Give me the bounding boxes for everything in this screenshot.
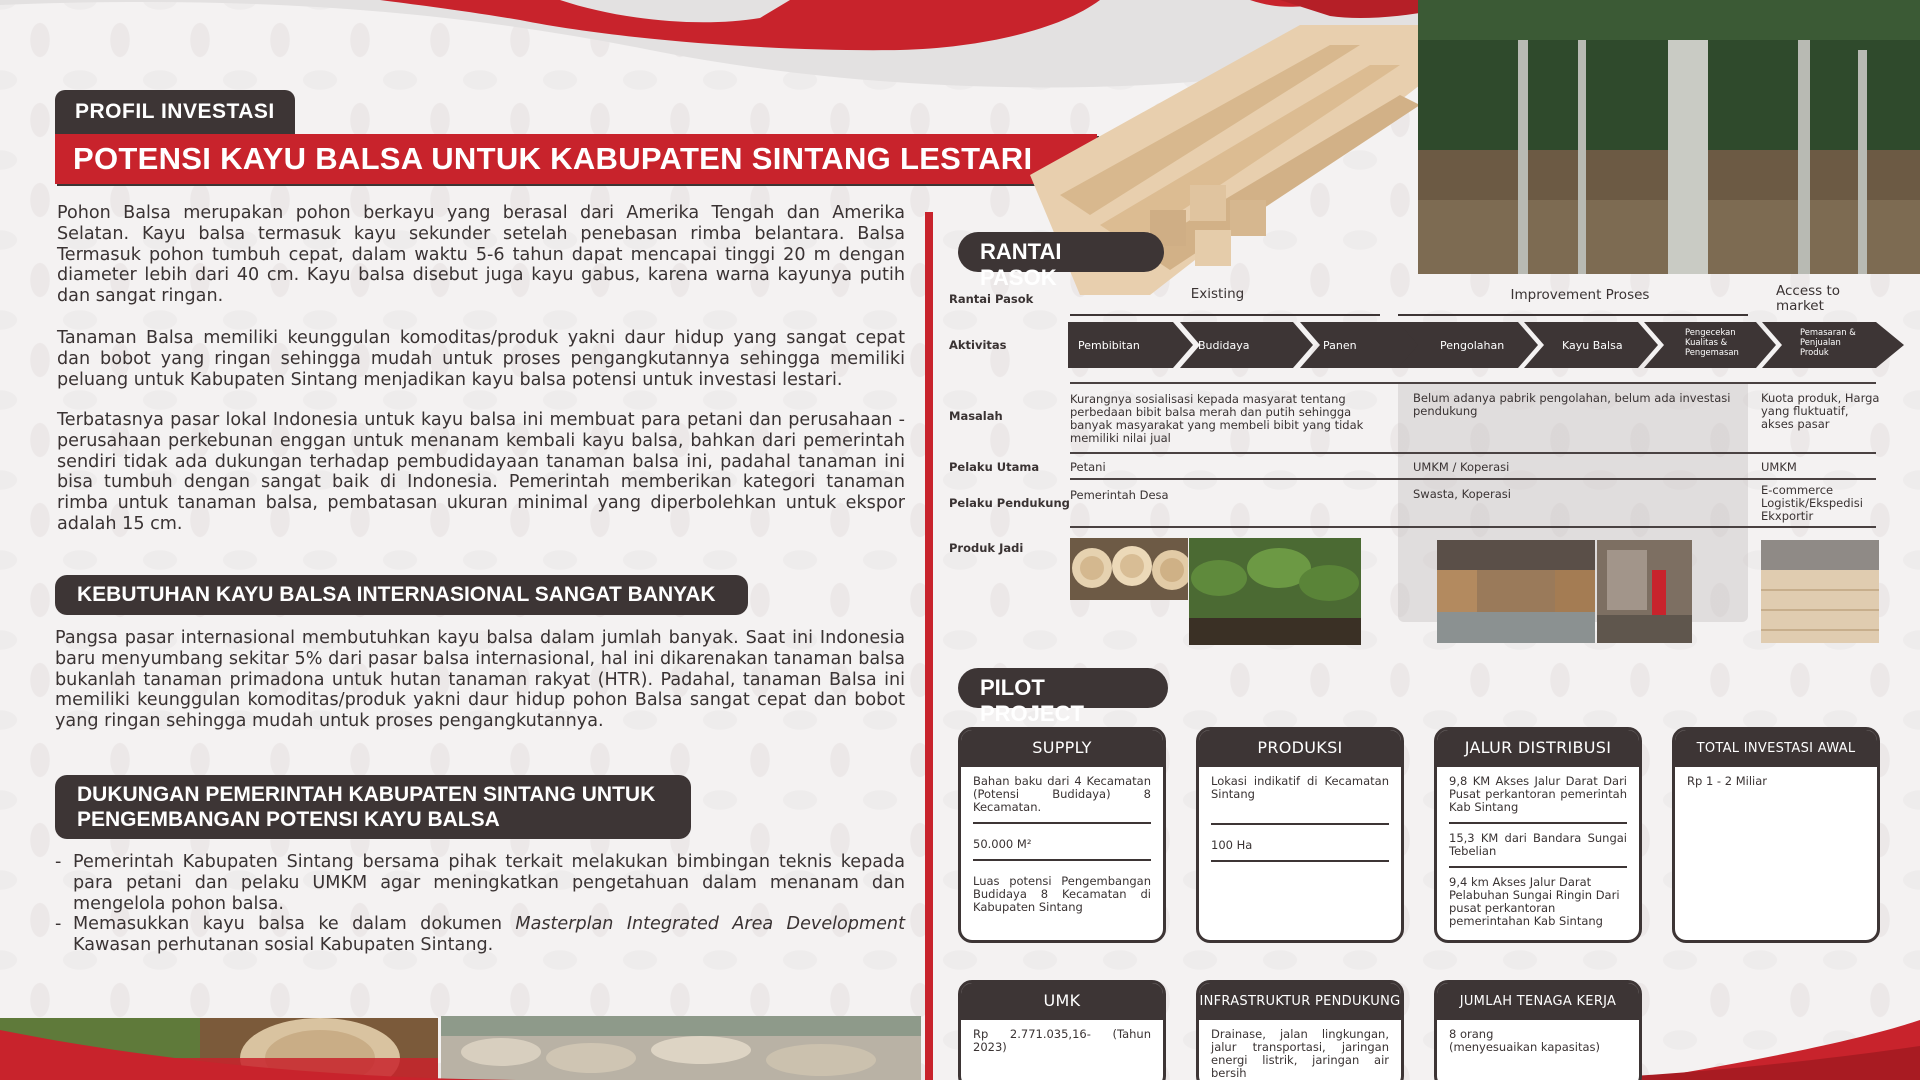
product-logs-image <box>1070 538 1188 600</box>
tenaga-kerja-card <box>1434 980 1642 1080</box>
distribusi-separator-1 <box>1449 822 1627 824</box>
distribusi-card-title: JALUR DISTRIBUSI <box>1437 730 1639 767</box>
activity-label-4: Pengolahan <box>1440 339 1505 352</box>
phase-access-line-2: market <box>1776 298 1824 314</box>
phase-access-line-1: Access to <box>1776 283 1841 299</box>
umk-item-1: Rp 2.771.035,16- (Tahun 2023) <box>973 1027 1151 1054</box>
product-workshop-image <box>1597 540 1692 643</box>
dukungan-heading-line-2: PENGEMBANGAN POTENSI KAYU BALSA <box>77 808 500 831</box>
pilot-project-heading: PILOT PROJECT <box>958 668 1168 708</box>
row-label-aktivitas: Aktivitas <box>949 338 1007 352</box>
utama-existing: Petani <box>1070 460 1106 474</box>
bullet-2-italic: Masterplan Integrated Area Development <box>515 914 905 935</box>
row-label-produk-jadi: Produk Jadi <box>949 541 1024 555</box>
activity-label-1: Pembibitan <box>1078 339 1140 352</box>
produksi-item-1: Lokasi indikatif di Kecamatan Sintang <box>1211 774 1389 801</box>
intro-paragraph-3: Terbatasnya pasar lokal Indonesia untuk kayu balsa ini membuat para petani dan perusahaan - perusahaan perkebunan enggan untuk menanam kembali kayu balsa, bahkan dari pemerintah sendiri tidak ada dukungan terhadap pembudidayaan tanaman balsa ini, padahal tanaman ini bisa tumbuh dengan sangat baik di Indonesia. Pemerintah memberikan kategori tanaman rimba untuk tanaman balsa, pembatasan ukuran minimal yang diperbolehkan untuk ekspor adalah 15 cm. <box>57 410 905 534</box>
intro-paragraph-1: Pohon Balsa merupakan pohon berkayu yang berasal dari Amerika Tengah dan Amerika Selatan. Kayu balsa termasuk kayu sekunder setelah penebasan rimba belantara. Balsa Termasuk pohon tumbuh cepat, dalam waktu 5-6 tahun dapat mencapai tinggi 20 m dengan diameter lebih dari 40 cm. Kayu balsa disebut juga kayu gabus, karena warna kayunya putih dan sangat ringan. <box>57 203 905 307</box>
bullet-2-suffix: Kawasan perhutanan sosial Kabupaten Sintang. <box>73 935 494 956</box>
supply-item-3: Luas potensi Pengembangan Budidaya 8 Kecamatan di Kabupaten Sintang <box>973 874 1151 914</box>
masalah-improvement: Belum adanya pabrik pengolahan, belum ada investasi pendukung <box>1413 391 1731 418</box>
produksi-card-title: PRODUKSI <box>1199 730 1401 767</box>
infrastruktur-item-1: Drainase, jalan lingkungan, jalur transportasi, jaringan energi listrik, jaringan air bersih <box>1211 1027 1389 1080</box>
activity-label-2: Budidaya <box>1198 339 1250 352</box>
activity-label-6b: Kualitas & <box>1685 337 1728 347</box>
page-title: POTENSI KAYU BALSA UNTUK KABUPATEN SINTANG LESTARI <box>55 134 1097 184</box>
distribusi-item-2: 15,3 KM dari Bandara Sungai Tebelian <box>1449 831 1627 858</box>
utama-access: UMKM <box>1761 460 1797 474</box>
tenaga-kerja-item-1: 8 orang <box>1449 1027 1494 1041</box>
activity-label-7c: Produk <box>1800 347 1829 357</box>
umk-card-title: UMK <box>961 983 1163 1020</box>
produksi-separator-2 <box>1211 860 1389 862</box>
activity-label-3: Panen <box>1323 339 1357 352</box>
activity-label-5: Kayu Balsa <box>1562 339 1623 352</box>
dukungan-heading <box>55 775 691 839</box>
pendukung-access-3: Ekxportir <box>1761 509 1814 523</box>
row-label-pelaku-pendukung: Pelaku Pendukung <box>949 496 1070 510</box>
pendukung-access-2: Logistik/Ekspedisi <box>1761 496 1863 510</box>
activity-label-6a: Pengecekan <box>1685 327 1736 337</box>
masalah-existing: Kurangnya sosialisasi kepada masyarat tentang perbedaan bibit balsa merah dan putih sehingga banyak masyarakat yang membeli bibit yang tidak memiliki nilai jual <box>1070 392 1364 445</box>
phase-existing: Existing <box>1190 286 1245 302</box>
row-divider-4 <box>1070 526 1876 528</box>
supply-card-title: SUPPLY <box>961 730 1163 767</box>
infrastruktur-card-title: INFRASTRUKTUR PENDUKUNG <box>1199 983 1401 1020</box>
pendukung-improvement: Swasta, Koperasi <box>1413 487 1511 501</box>
phase-improvement: Improvement Proses <box>1510 287 1650 303</box>
row-label-masalah: Masalah <box>949 409 1003 423</box>
investasi-card <box>1672 727 1880 943</box>
row-divider-3 <box>1070 478 1876 480</box>
produksi-separator-1 <box>1211 823 1389 825</box>
bullet-2-prefix: Memasukkan kayu balsa ke dalam dokumen <box>73 914 516 935</box>
dukungan-bullet-list <box>55 852 905 956</box>
intro-paragraph-2: Tanaman Balsa memiliki keunggulan komoditas/produk yakni daur hidup yang sangat cepat dan bobot yang ringan sehingga mudah untuk proses pengangkutannya sehingga memiliki peluang untuk Kabupaten Sintang menjadikan kayu balsa potensi untuk investasi lestari. <box>57 328 905 390</box>
distribusi-separator-2 <box>1449 866 1627 868</box>
row-divider-2 <box>1070 452 1876 454</box>
column-divider <box>925 212 933 1080</box>
activity-label-6c: Pengemasan <box>1685 347 1739 357</box>
umk-card <box>958 980 1166 1080</box>
utama-improvement: UMKM / Koperasi <box>1413 460 1510 474</box>
distribusi-item-3: 9,4 km Akses Jalur Darat Pelabuhan Sungai Ringin Dari pusat perkantoran pemerintahan Kab Sintang <box>1449 875 1620 928</box>
product-stacked-balsa-image <box>1761 540 1879 643</box>
row-label-rantai: Rantai Pasok <box>949 292 1034 306</box>
produksi-item-2: 100 Ha <box>1211 838 1253 852</box>
phase-existing-line <box>1070 314 1380 316</box>
phase-access <box>1776 284 1846 314</box>
distribusi-card <box>1434 727 1642 943</box>
tenaga-kerja-card-title: JUMLAH TENAGA KERJA <box>1437 983 1639 1020</box>
product-warehouse-image <box>1437 540 1595 643</box>
dukungan-heading-line-1: DUKUNGAN PEMERINTAH KABUPATEN SINTANG UNTUK <box>77 783 656 806</box>
product-seedlings-image <box>1189 538 1361 645</box>
profile-tag: PROFIL INVESTASI <box>55 90 295 136</box>
supply-item-2: 50.000 M² <box>973 837 1032 851</box>
activity-label-7a: Pemasaran & <box>1800 327 1856 337</box>
produksi-card <box>1196 727 1404 943</box>
distribusi-item-1: 9,8 KM Akses Jalur Darat Dari Pusat perkantoran pemerintah Kab Sintang <box>1449 774 1627 814</box>
pendukung-access <box>1761 484 1863 523</box>
rantai-pasok-heading: RANTAI PASOK <box>958 232 1164 272</box>
supply-separator-2 <box>973 859 1151 861</box>
supply-card <box>958 727 1166 943</box>
supply-separator-1 <box>973 822 1151 824</box>
activity-label-7b: Penjualan <box>1800 337 1841 347</box>
infrastruktur-card <box>1196 980 1404 1080</box>
activity-chevrons <box>1068 322 1908 368</box>
investasi-item-1: Rp 1 - 2 Miliar <box>1687 774 1767 788</box>
kebutuhan-heading: KEBUTUHAN KAYU BALSA INTERNASIONAL SANGAT BANYAK <box>55 575 748 615</box>
balsa-forest-image <box>1418 0 1920 274</box>
row-label-pelaku-utama: Pelaku Utama <box>949 460 1040 474</box>
supply-item-1: Bahan baku dari 4 Kecamatan (Potensi Budidaya) 8 Kecamatan. <box>973 774 1151 814</box>
masalah-access: Kuota produk, Harga yang fluktuatif, akses pasar <box>1761 391 1880 431</box>
phase-improvement-line <box>1398 314 1748 316</box>
pendukung-access-1: E-commerce <box>1761 483 1834 497</box>
kebutuhan-paragraph: Pangsa pasar internasional membutuhkan kayu balsa dalam jumlah banyak. Saat ini Indonesia baru menyumbang sekitar 5% dari pasar balsa internasional, hal ini dikarenakan tanaman balsa bukanlah tanaman primadona untuk hutan tanaman rakyat (HTR). Padahal, tanaman Balsa ini memiliki keunggulan komoditas/produk yakni daur hidup pohon Balsa sangat cepat dan bobot yang ringan sehingga mudah untuk proses pengangkutannya. <box>55 628 905 732</box>
dukungan-bullet-2 <box>55 914 905 956</box>
row-divider-1 <box>1070 382 1876 384</box>
pendukung-existing: Pemerintah Desa <box>1070 488 1169 502</box>
dukungan-bullet-1: - Pemerintah Kabupaten Sintang bersama pihak terkait melakukan bimbingan teknis kepada para petani dan pelaku UMKM agar meningkatkan pengetahuan dalam menanam dan mengelola pohon balsa. <box>55 852 905 914</box>
investasi-card-title: TOTAL INVESTASI AWAL <box>1675 730 1877 767</box>
tenaga-kerja-item-2: (menyesuaikan kapasitas) <box>1449 1040 1600 1054</box>
